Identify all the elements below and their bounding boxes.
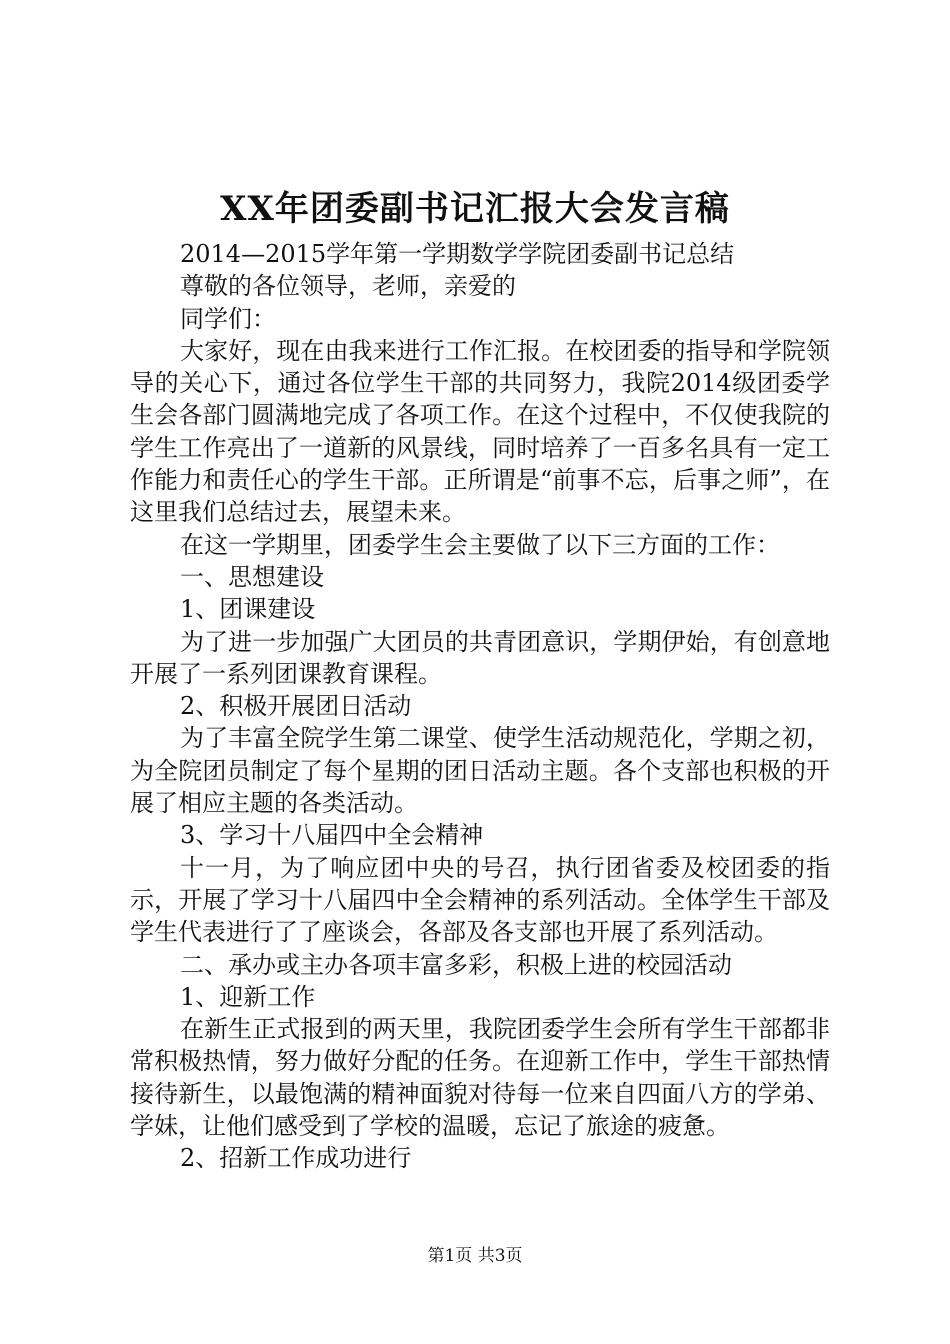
- section-2-item-2-heading: 2、招新工作成功进行: [180, 1144, 412, 1173]
- page-footer: 第1页 共3页: [427, 1246, 523, 1266]
- document-body: [130, 238, 830, 1175]
- section-2-item-1-text: 在新生正式报到的两天里，我院团委学生会所有学生干部都非常积极热情，努力做好分配的任务。在迎新工作中，学生干部热情接待新生，以最饱满的精神面貌对待每一位来自四面八方的学弟、学妹，让他们感受到了学校的温暖，忘记了旅途的疲惫。: [130, 1015, 830, 1141]
- section-2-heading: 二、承办或主办各项丰富多彩，积极上进的校园活动: [180, 950, 732, 979]
- section-1-item-3-text: 十一月，为了响应团中央的号召，执行团省委及校团委的指示，开展了学习十八届四中全会精神的系列活动。全体学生干部及学生代表进行了了座谈会，各部及各支部也开展了系列活动。: [130, 853, 830, 947]
- section-2-item-1-heading: 1、迎新工作: [180, 982, 316, 1011]
- section-1-item-3-heading: 3、学习十八届四中全会精神: [180, 821, 484, 850]
- intro-paragraph: 大家好，现在由我来进行工作汇报。在校团委的指导和学院领导的关心下，通过各位学生干部的共同努力，我院2014级团委学生会各部门圆满地完成了各项工作。在这个过程中，不仅使我院的学生工作亮出了一道新的风景线，同时培养了一百多名具有一定工作能力和责任心的学生干部。正所谓是“前事不忘，后事之师”，在这里我们总结过去，展望未来。: [130, 336, 830, 527]
- salutation-line-1: 尊敬的各位领导，老师，亲爱的: [180, 272, 516, 301]
- section-1-item-2-heading: 2、积极开展团日活动: [180, 692, 412, 721]
- section-1-item-2-text: 为了丰富全院学生第二课堂、使学生活动规范化，学期之初，为全院团员制定了每个星期的团日活动主题。各个支部也积极的开展了相应主题的各类活动。: [130, 724, 830, 818]
- salutation-line-2: 同学们：: [180, 304, 276, 333]
- section-1-item-1-heading: 1、团课建设: [180, 595, 316, 624]
- overview-line: 在这一学期里，团委学生会主要做了以下三方面的工作：: [180, 530, 780, 559]
- document-title: XX年团委副书记汇报大会发言稿: [220, 189, 730, 229]
- section-1-item-1-text: 为了进一步加强广大团员的共青团意识，学期伊始，有创意地开展了一系列团课教育课程。: [130, 627, 830, 688]
- document-subtitle: 2014—2015学年第一学期数学学院团委副书记总结: [180, 240, 735, 268]
- section-1-heading: 一、思想建设: [180, 562, 324, 591]
